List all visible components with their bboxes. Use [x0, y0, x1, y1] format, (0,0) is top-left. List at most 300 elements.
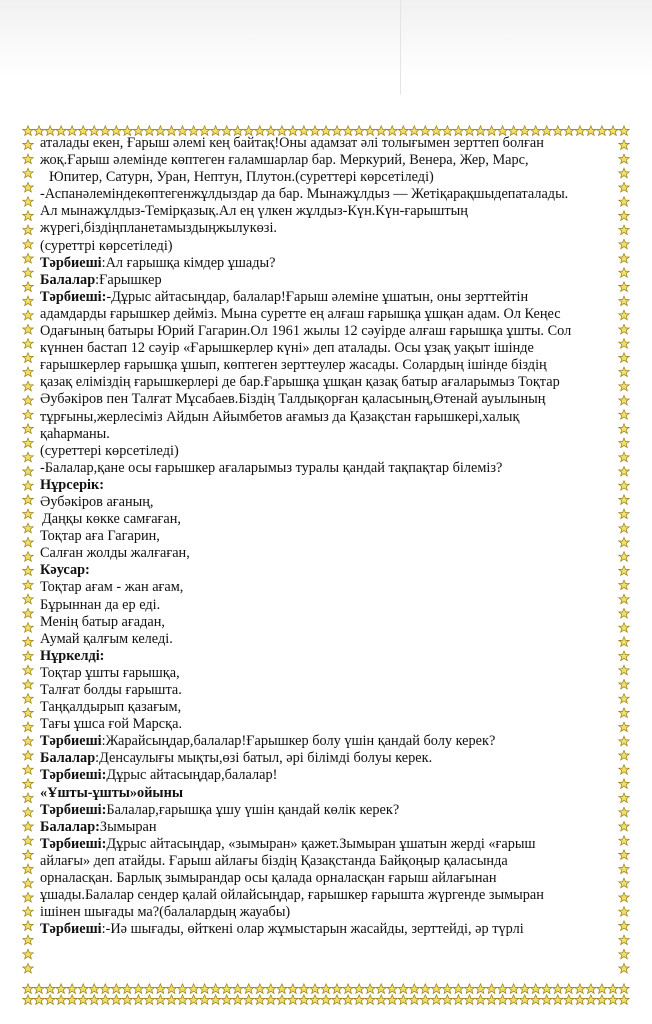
- border-star-icon: [23, 594, 33, 604]
- border-star-icon: [23, 850, 33, 860]
- line-text: жоқ.Ғарыш әлемінде көптеген ғаламшарлар бар. Меркурий, Венера, Жер, Марс,: [40, 152, 529, 169]
- line-text: ішінен шығады ма?(балалардың жауабы): [40, 904, 291, 921]
- border-star-icon: [497, 995, 507, 1005]
- text-line: [40, 357, 612, 374]
- border-star-icon: [23, 892, 33, 902]
- text-line: [40, 750, 612, 767]
- text-line: [40, 682, 612, 699]
- border-star-icon: [23, 722, 33, 732]
- text-line: [40, 631, 612, 648]
- border-star-icon: [144, 995, 154, 1005]
- border-star-icon: [619, 807, 629, 817]
- border-star-icon: [619, 552, 629, 562]
- border-star-icon: [23, 296, 33, 306]
- border-star-icon: [619, 878, 629, 888]
- line-text: адамдарды ғарышкер дейміз. Мына суретте ең алғаш ғарышқа ұшқан адам. Ол Кеңес: [40, 305, 561, 322]
- border-star-icon: [155, 126, 165, 136]
- border-star-icon: [542, 995, 552, 1005]
- border-star-icon: [266, 995, 276, 1005]
- border-star-icon: [23, 878, 33, 888]
- border-star-icon: [365, 995, 375, 1005]
- scan-top-margin: [0, 0, 652, 95]
- border-star-icon: [23, 608, 33, 618]
- border-star-icon: [23, 984, 33, 994]
- border-star-icon: [67, 126, 77, 136]
- border-star-icon: [542, 126, 552, 136]
- border-star-icon: [475, 995, 485, 1005]
- line-text: Бұрыннан да ер еді.: [40, 596, 161, 613]
- border-star-icon: [23, 126, 33, 136]
- border-star-icon: [23, 197, 33, 207]
- line-text: :-Иә шығады, өйткені олар жұмыстарын жасайды, зерттейді, әр түрлі: [101, 921, 524, 938]
- speaker-label: Балалар: [40, 271, 96, 288]
- border-star-icon: [266, 984, 276, 994]
- border-star-icon: [597, 126, 607, 136]
- border-star-icon: [508, 984, 518, 994]
- border-star-icon: [23, 466, 33, 476]
- border-star-icon: [619, 282, 629, 292]
- border-star-icon: [619, 850, 629, 860]
- border-star-icon: [619, 466, 629, 476]
- speaker-label: «Ұшты-ұшты»ойыны: [40, 784, 183, 801]
- border-star-icon: [166, 126, 176, 136]
- border-star-icon: [619, 253, 629, 263]
- border-star-icon: [409, 984, 419, 994]
- border-star-icon: [453, 984, 463, 994]
- border-star-icon: [619, 154, 629, 164]
- border-star-icon: [343, 984, 353, 994]
- speaker-label: Нұрсерік:: [40, 476, 105, 493]
- border-star-icon: [619, 410, 629, 420]
- line-text: Тағы ұшса ғой Марсқа.: [40, 716, 183, 733]
- border-star-icon: [508, 126, 518, 136]
- border-star-icon: [564, 995, 574, 1005]
- line-text: :Денсаулығы мықты,өзі батыл, әрі білімді болуы керек.: [95, 750, 433, 767]
- text-line: [40, 767, 612, 784]
- border-star-icon: [376, 995, 386, 1005]
- border-star-icon: [23, 963, 33, 973]
- border-star-icon: [619, 765, 629, 775]
- border-star-icon: [23, 381, 33, 391]
- border-star-icon: [431, 995, 441, 1005]
- border-star-icon: [619, 126, 629, 136]
- line-text: Балалар,ғарышқа ұшу үшін қандай көлік керек?: [106, 801, 400, 818]
- text-line: [40, 528, 612, 545]
- line-text: Әубәкіров ағаның,: [40, 493, 154, 510]
- line-text: қазақ еліміздің ғарышкерлері де бар.Ғарышқа ұшқан қазақ батыр ағаларымыз Тоқтар: [40, 374, 560, 391]
- border-star-icon: [100, 995, 110, 1005]
- border-star-icon: [155, 995, 165, 1005]
- border-star-icon: [23, 821, 33, 831]
- border-star-icon: [222, 984, 232, 994]
- border-star-icon: [575, 995, 585, 1005]
- border-star-icon: [575, 984, 585, 994]
- text-line: [40, 169, 612, 186]
- border-star-icon: [255, 984, 265, 994]
- border-star-icon: [619, 821, 629, 831]
- border-star-icon: [23, 438, 33, 448]
- border-star-icon: [23, 807, 33, 817]
- border-star-icon: [619, 182, 629, 192]
- line-text: Менің батыр ағадан,: [40, 613, 165, 630]
- border-star-icon: [133, 984, 143, 994]
- border-star-icon: [233, 126, 243, 136]
- border-star-icon: [23, 907, 33, 917]
- border-star-icon: [619, 367, 629, 377]
- border-star-icon: [199, 995, 209, 1005]
- border-star-icon: [619, 296, 629, 306]
- border-star-icon: [619, 168, 629, 178]
- border-star-icon: [23, 168, 33, 178]
- text-line: [40, 443, 612, 460]
- border-star-icon: [23, 836, 33, 846]
- border-star-icon: [564, 126, 574, 136]
- border-star-icon: [177, 995, 187, 1005]
- text-line: [40, 186, 612, 203]
- border-star-icon: [23, 665, 33, 675]
- border-star-icon: [619, 310, 629, 320]
- border-star-icon: [365, 126, 375, 136]
- border-star-icon: [619, 594, 629, 604]
- border-star-icon: [332, 995, 342, 1005]
- border-star-icon: [420, 984, 430, 994]
- speaker-label: Тәрбиеші:: [40, 801, 107, 818]
- text-line: [40, 255, 612, 272]
- border-star-icon: [177, 984, 187, 994]
- border-star-icon: [23, 736, 33, 746]
- line-text: Юпитер, Сатурн, Уран, Нептун, Плутон.(суреттері көрсетіледі): [49, 169, 434, 186]
- line-text: жүрегі,біздіңпланетамыздыңжылукөзі.: [40, 220, 277, 237]
- text-line: [40, 152, 612, 169]
- border-star-icon: [619, 665, 629, 675]
- border-star-icon: [619, 481, 629, 491]
- border-star-icon: [23, 282, 33, 292]
- border-star-icon: [144, 984, 154, 994]
- text-line: [40, 511, 612, 528]
- border-star-icon: [23, 793, 33, 803]
- text-line: [40, 545, 612, 562]
- border-star-icon: [23, 410, 33, 420]
- border-star-icon: [23, 921, 33, 931]
- border-star-icon: [310, 995, 320, 1005]
- border-star-icon: [553, 995, 563, 1005]
- border-star-icon: [619, 566, 629, 576]
- line-text: күннен бастап 12 сәуір «Ғарышкерлер күні» деп аталады. Осы ұзақ уақыт ішінде: [40, 340, 534, 357]
- border-star-icon: [23, 995, 33, 1005]
- border-star-icon: [188, 126, 198, 136]
- text-line: [40, 904, 612, 921]
- line-text: Зымыран: [99, 818, 157, 835]
- border-star-icon: [23, 182, 33, 192]
- border-star-icon: [23, 580, 33, 590]
- border-star-icon: [266, 126, 276, 136]
- border-star-icon: [188, 984, 198, 994]
- border-star-icon: [387, 995, 397, 1005]
- speaker-label: Кәусар:: [40, 562, 90, 579]
- line-text: (суреттері көрсетіледі): [40, 442, 179, 459]
- line-text: Салған жолды жалғаған,: [40, 545, 190, 562]
- border-star-icon: [199, 126, 209, 136]
- speaker-label: Тәрбиеші: [40, 254, 102, 271]
- paper-crease: [400, 0, 401, 95]
- text-line: [40, 562, 612, 579]
- border-star-icon: [255, 995, 265, 1005]
- border-star-icon: [133, 995, 143, 1005]
- text-line: [40, 289, 612, 306]
- border-star-icon: [619, 395, 629, 405]
- border-star-icon: [177, 126, 187, 136]
- text-line: [40, 579, 612, 596]
- text-line: [40, 785, 612, 802]
- border-star-icon: [586, 995, 596, 1005]
- border-star-icon: [431, 126, 441, 136]
- border-star-icon: [475, 984, 485, 994]
- border-star-icon: [244, 995, 254, 1005]
- border-star-icon: [23, 651, 33, 661]
- border-star-icon: [619, 211, 629, 221]
- border-star-icon: [608, 126, 618, 136]
- border-star-icon: [222, 126, 232, 136]
- border-star-icon: [442, 126, 452, 136]
- border-star-icon: [23, 211, 33, 221]
- border-star-icon: [354, 984, 364, 994]
- border-star-icon: [508, 995, 518, 1005]
- border-star-icon: [244, 984, 254, 994]
- border-star-icon: [619, 907, 629, 917]
- border-star-icon: [23, 537, 33, 547]
- border-star-icon: [255, 126, 265, 136]
- border-star-icon: [45, 126, 55, 136]
- line-text: Ал мынажұлдыз-Темірқазық.Ал ең үлкен жұлдыз-Күн.Күн-ғарыштың: [40, 203, 468, 220]
- text-line: [40, 409, 612, 426]
- text-line: [40, 460, 612, 477]
- border-star-icon: [520, 126, 530, 136]
- border-star-icon: [122, 984, 132, 994]
- border-star-icon: [23, 424, 33, 434]
- border-star-icon: [409, 126, 419, 136]
- text-line: [40, 870, 612, 887]
- line-text: Тоқтар ұшты ғарышқа,: [40, 664, 180, 681]
- border-star-icon: [619, 580, 629, 590]
- border-star-icon: [233, 984, 243, 994]
- border-star-icon: [387, 126, 397, 136]
- line-text: тұрғыны,жерлесіміз Айдын Айымбетов ағамыз да Қазақстан ғарышкері,халық: [40, 408, 520, 425]
- border-star-icon: [619, 949, 629, 959]
- text-line: [40, 699, 612, 716]
- speaker-label: Тәрбиеші:: [40, 767, 107, 784]
- border-star-icon: [619, 495, 629, 505]
- speaker-label: Тәрбиеші: [40, 921, 102, 938]
- border-star-icon: [619, 324, 629, 334]
- border-star-icon: [310, 984, 320, 994]
- border-star-icon: [619, 381, 629, 391]
- border-star-icon: [398, 126, 408, 136]
- border-star-icon: [376, 984, 386, 994]
- border-star-icon: [531, 126, 541, 136]
- border-star-icon: [23, 495, 33, 505]
- border-star-icon: [332, 984, 342, 994]
- border-star-icon: [398, 984, 408, 994]
- border-star-icon: [597, 995, 607, 1005]
- border-star-icon: [564, 984, 574, 994]
- border-star-icon: [23, 552, 33, 562]
- text-line: [40, 340, 612, 357]
- border-star-icon: [45, 995, 55, 1005]
- text-line: [40, 921, 612, 938]
- border-star-icon: [23, 708, 33, 718]
- line-text: -Аспанәлеміндекөптегенжұлдыздар да бар. Мынажұлдыз — Жетіқарақшыдепаталады.: [40, 186, 569, 203]
- border-star-icon: [133, 126, 143, 136]
- border-star-icon: [486, 126, 496, 136]
- border-star-icon: [310, 126, 320, 136]
- text-line: [40, 853, 612, 870]
- border-star-icon: [420, 995, 430, 1005]
- border-star-icon: [222, 995, 232, 1005]
- border-star-icon: [354, 995, 364, 1005]
- border-star-icon: [78, 126, 88, 136]
- border-star-icon: [619, 736, 629, 746]
- line-text: орналасқан. Барлық зымырандар осы қалада орналасқан ғарыш айлағынан: [40, 870, 497, 887]
- border-star-icon: [343, 995, 353, 1005]
- border-star-icon: [299, 126, 309, 136]
- speaker-label: Нұркелді:: [40, 647, 105, 664]
- border-star-icon: [321, 984, 331, 994]
- border-star-icon: [520, 984, 530, 994]
- border-star-icon: [486, 984, 496, 994]
- border-star-icon: [619, 225, 629, 235]
- border-star-icon: [23, 509, 33, 519]
- border-star-icon: [23, 637, 33, 647]
- text-line: [40, 494, 612, 511]
- border-star-icon: [619, 608, 629, 618]
- border-star-icon: [553, 126, 563, 136]
- border-star-icon: [619, 438, 629, 448]
- text-line: [40, 391, 612, 408]
- line-text: :Ғарышкер: [95, 271, 162, 288]
- text-line: [40, 887, 612, 904]
- border-star-icon: [497, 984, 507, 994]
- border-star-icon: [78, 984, 88, 994]
- border-star-icon: [619, 651, 629, 661]
- border-star-icon: [409, 995, 419, 1005]
- border-star-icon: [464, 995, 474, 1005]
- border-star-icon: [111, 126, 121, 136]
- border-star-icon: [486, 995, 496, 1005]
- border-star-icon: [23, 949, 33, 959]
- border-star-icon: [166, 995, 176, 1005]
- text-line: [40, 203, 612, 220]
- border-star-icon: [321, 126, 331, 136]
- line-text: Даңқы көкке самғаған,: [42, 511, 181, 528]
- border-star-icon: [619, 864, 629, 874]
- border-star-icon: [89, 126, 99, 136]
- line-text: -Балалар,қане осы ғарышкер ағаларымыз туралы қандай тақпақтар білеміз?: [40, 459, 503, 476]
- border-star-icon: [155, 984, 165, 994]
- border-star-icon: [608, 995, 618, 1005]
- border-star-icon: [100, 126, 110, 136]
- border-star-icon: [111, 995, 121, 1005]
- border-star-icon: [89, 984, 99, 994]
- border-star-icon: [277, 984, 287, 994]
- border-star-icon: [188, 995, 198, 1005]
- border-star-icon: [475, 126, 485, 136]
- border-star-icon: [586, 126, 596, 136]
- border-star-icon: [89, 995, 99, 1005]
- border-star-icon: [343, 126, 353, 136]
- border-star-icon: [420, 126, 430, 136]
- border-star-icon: [376, 126, 386, 136]
- border-star-icon: [442, 984, 452, 994]
- border-star-icon: [100, 984, 110, 994]
- border-star-icon: [23, 452, 33, 462]
- border-star-icon: [299, 984, 309, 994]
- border-star-icon: [586, 984, 596, 994]
- border-star-icon: [619, 637, 629, 647]
- line-text: Тоқтар аға Гагарин,: [40, 528, 160, 545]
- speaker-label: Тәрбиеші: [40, 733, 102, 750]
- line-text: ғарышкерлер ғарышқа ұшып, көптеген зерттеулер жасады. Солардың ішінде біздің: [40, 357, 547, 374]
- border-star-icon: [619, 708, 629, 718]
- border-star-icon: [23, 779, 33, 789]
- border-star-icon: [619, 679, 629, 689]
- border-star-icon: [619, 452, 629, 462]
- border-star-icon: [23, 239, 33, 249]
- text-line: [40, 426, 612, 443]
- line-text: :Жарайсыңдар,балалар!Ғарышкер болу үшін қандай болу керек?: [101, 733, 496, 750]
- border-star-icon: [23, 864, 33, 874]
- border-star-icon: [619, 523, 629, 533]
- border-star-icon: [619, 694, 629, 704]
- border-star-icon: [619, 984, 629, 994]
- text-line: [40, 648, 612, 665]
- border-star-icon: [56, 126, 66, 136]
- line-text: Дұрыс айтасыңдар,балалар!: [106, 767, 278, 784]
- border-star-icon: [34, 984, 44, 994]
- border-star-icon: [619, 353, 629, 363]
- border-star-icon: [619, 836, 629, 846]
- document-body: [40, 135, 612, 938]
- border-star-icon: [122, 126, 132, 136]
- border-star-icon: [23, 253, 33, 263]
- line-text: Аумай қалғым келеді.: [40, 630, 173, 647]
- border-star-icon: [288, 995, 298, 1005]
- border-star-icon: [553, 984, 563, 994]
- text-line: [40, 733, 612, 750]
- text-line: [40, 220, 612, 237]
- border-star-icon: [23, 765, 33, 775]
- border-star-icon: [23, 395, 33, 405]
- border-star-icon: [23, 324, 33, 334]
- border-star-icon: [619, 892, 629, 902]
- border-star-icon: [23, 367, 33, 377]
- border-star-icon: [387, 984, 397, 994]
- border-star-icon: [23, 935, 33, 945]
- border-star-icon: [453, 126, 463, 136]
- border-star-icon: [23, 353, 33, 363]
- line-text: (суреттрі көрсетіледі): [40, 237, 173, 254]
- line-text: :Ал ғарышқа кімдер ұшады?: [101, 254, 276, 271]
- line-text: -Дұрыс айтасыңдар, балалар!Ғарыш әлеміне ұшатын, оны зерттейтін: [106, 288, 529, 305]
- border-star-icon: [542, 984, 552, 994]
- text-line: [40, 135, 612, 152]
- border-star-icon: [23, 339, 33, 349]
- text-line: [40, 597, 612, 614]
- border-star-icon: [23, 140, 33, 150]
- border-star-icon: [244, 126, 254, 136]
- border-star-icon: [497, 126, 507, 136]
- text-line: [40, 836, 612, 853]
- border-star-icon: [531, 984, 541, 994]
